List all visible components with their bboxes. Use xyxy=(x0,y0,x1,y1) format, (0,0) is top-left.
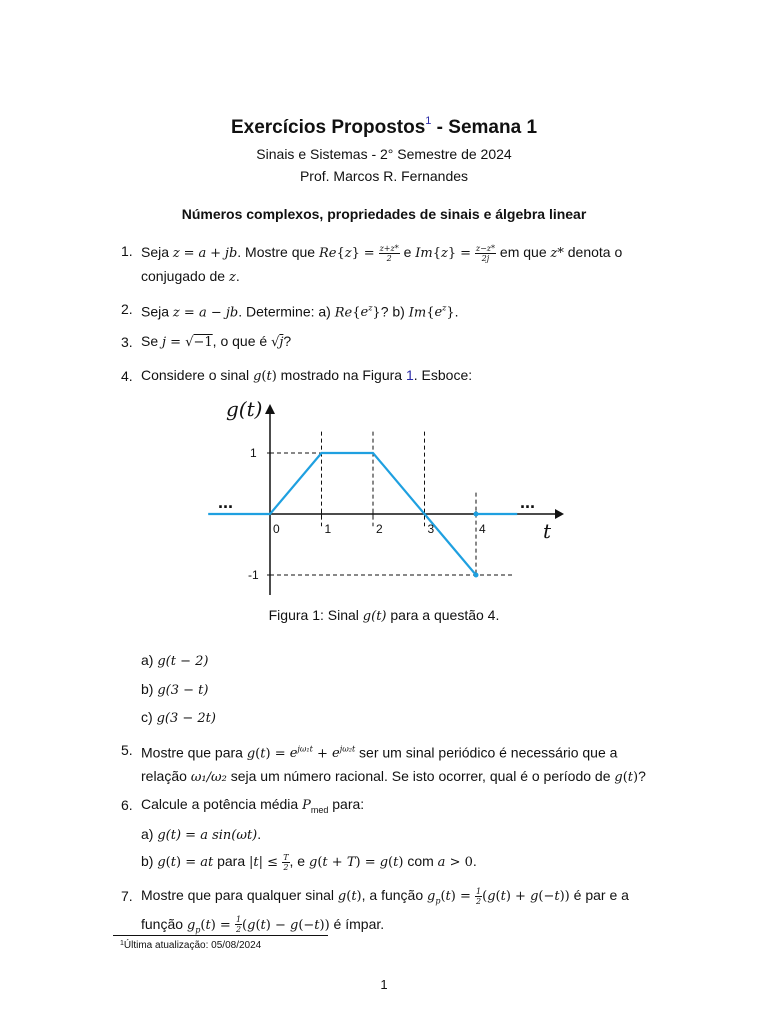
figure-caption: Figura 1: Sinal g(t) para a questão 4. xyxy=(268,607,500,624)
professor-line: Prof. Marcos R. Fernandes xyxy=(299,168,469,184)
y-axis-arrow xyxy=(265,404,275,414)
question-number: 6. xyxy=(121,797,133,813)
figure-reference-link[interactable]: 1 xyxy=(405,367,414,383)
question-number: 4. xyxy=(121,368,133,384)
signal-point xyxy=(474,512,479,517)
x-tick-label: 2 xyxy=(376,522,383,536)
page-number: 1 xyxy=(380,977,388,992)
x-tick-label: 1 xyxy=(324,522,332,536)
footnote-rule xyxy=(113,935,328,936)
question-number: 2. xyxy=(121,301,133,317)
question-4: Considere o sinal g(t) mostrado na Figura 1. Esboce: xyxy=(141,367,473,384)
course-line: Sinais e Sistemas - 2° Semestre de 2024 xyxy=(256,146,512,162)
signal-figure xyxy=(200,390,570,605)
x-tick-label: 0 xyxy=(273,522,280,536)
y-tick-label: 1 xyxy=(250,446,257,460)
question-4a: a) g(t − 2) xyxy=(141,652,209,669)
question-7: Mostre que para qualquer sinal g(t), a função $g_p(t)$ = $\frac{1}{2}$ (g(t) + g(−t)) é par e a função $g_p(t)$ = $\frac{1}{2}$ (g(t) − g(−t)) é ímpar. xyxy=(141,886,629,935)
footnote-marker: 1 xyxy=(425,115,432,127)
y-tick-label: -1 xyxy=(248,568,259,582)
question-number: 7. xyxy=(121,888,133,904)
question-6a: a) g(t) = a sin(ωt). xyxy=(141,826,262,843)
footnote: $^1$Última atualização: 05/08/2024 xyxy=(120,940,262,951)
question-number: 3. xyxy=(121,334,133,350)
question-number: 5. xyxy=(121,742,133,758)
question-2: Seja z = a − jb. Determine: a) $Re\{e^z\}$? b) $Im\{e^z\}$. xyxy=(141,303,459,321)
signal-point xyxy=(474,573,479,578)
question-number: 1. xyxy=(121,243,133,259)
y-axis-label: g(t) xyxy=(226,397,263,421)
ellipsis-right: ... xyxy=(520,492,536,512)
question-4c: c) g(3 − 2t) xyxy=(141,709,216,726)
ellipsis-left: ... xyxy=(218,492,234,512)
question-6b: b) g(t) = at para |t| ≤ $\frac{T}{2}$ , e g(t + T) = g(t) com a > 0. xyxy=(141,853,477,872)
question-1: Seja z = a + jb. Mostre que Re{z} = $\frac{z+z*}{2}$ e Im{z} = $\frac{z-z*}{2j}$ em que z* denota o conjugado de z. xyxy=(141,243,623,285)
x-axis-arrow xyxy=(555,509,564,519)
question-4b: b) g(3 − t) xyxy=(141,681,209,698)
x-tick-label: 3 xyxy=(427,522,435,536)
x-tick-label: 4 xyxy=(479,522,486,536)
question-3: Se j = √−1, o que é √j? xyxy=(141,333,292,350)
section-title: Números complexos, propriedades de sinais e álgebra linear xyxy=(181,206,587,222)
question-5: Mostre que para $g(t) = e^{j\omega_1t} + e^{j\omega_2t}$ ser um sinal periódico é necessário que a relação ω₁/ω₂ seja um número racional. Se isto ocorrer, qual é o período de g(t)? xyxy=(141,744,646,786)
x-axis-label: t xyxy=(543,519,552,543)
question-6: Calcule a potência média $P_{med}$ para: xyxy=(141,796,365,815)
document-title: Exercícios Propostos$^1$ - Semana 1 xyxy=(230,115,538,138)
